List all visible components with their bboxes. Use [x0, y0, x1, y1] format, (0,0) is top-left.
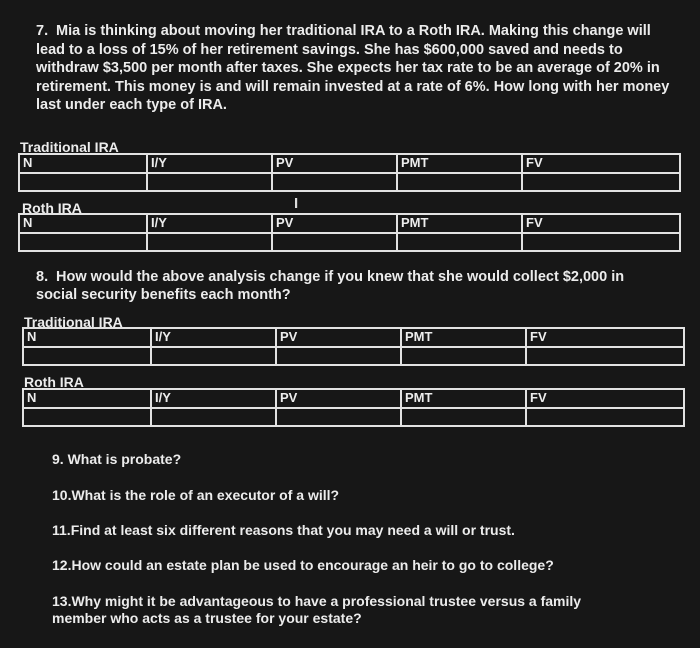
value-cell-fv[interactable]	[522, 233, 680, 251]
header-iy: I/Y	[147, 214, 272, 233]
value-cell-pmt[interactable]	[401, 408, 526, 426]
header-pv: PV	[272, 214, 397, 233]
header-pmt: PMT	[397, 154, 522, 173]
question-12-text: How could an estate plan be used to encourage an heir to go to college?	[71, 557, 554, 573]
header-n: N	[23, 389, 151, 408]
q7-traditional-ira-label: Traditional IRA	[20, 139, 119, 155]
value-cell-pmt[interactable]	[397, 233, 522, 251]
q8-roth-ira-label: Roth IRA	[24, 374, 84, 390]
question-11-text: Find at least six different reasons that you may need a will or trust.	[70, 522, 515, 538]
header-fv: FV	[526, 389, 684, 408]
question-7-number: 7.	[36, 23, 49, 39]
header-iy: I/Y	[147, 154, 272, 173]
value-cell-iy[interactable]	[147, 173, 272, 191]
question-11	[52, 522, 662, 539]
value-cell-pmt[interactable]	[401, 347, 526, 365]
question-7	[36, 22, 676, 115]
header-fv: FV	[526, 328, 684, 347]
question-13-text: Why might it be advantageous to have a professional trustee versus a family member who acts as a trustee for your estate?	[52, 593, 582, 626]
question-10-number: 10.	[52, 487, 72, 503]
value-cell-n[interactable]	[23, 408, 151, 426]
question-9-text: What is probate?	[67, 451, 182, 467]
header-n: N	[23, 328, 151, 347]
value-cell-n[interactable]	[19, 233, 147, 251]
q7-roth-ira-table	[18, 213, 681, 252]
q8-traditional-ira-table	[22, 327, 685, 366]
question-12-number: 12.	[52, 557, 72, 573]
header-pmt: PMT	[397, 214, 522, 233]
value-cell-iy[interactable]	[147, 233, 272, 251]
q8-roth-ira-table	[22, 388, 685, 427]
value-cell-iy[interactable]	[151, 408, 276, 426]
value-cell-n[interactable]	[19, 173, 147, 191]
q7-traditional-ira-table	[18, 153, 681, 192]
header-pv: PV	[272, 154, 397, 173]
header-pv: PV	[276, 389, 401, 408]
question-8-number: 8.	[36, 269, 49, 285]
header-iy: I/Y	[151, 389, 276, 408]
q7-roth-ira-label: Roth IRA	[22, 200, 82, 216]
question-12	[52, 557, 672, 574]
header-iy: I/Y	[151, 328, 276, 347]
value-cell-pv[interactable]	[276, 408, 401, 426]
text-cursor-icon: I	[294, 195, 299, 212]
question-10-text: What is the role of an executor of a will?	[71, 487, 340, 503]
value-cell-pv[interactable]	[272, 233, 397, 251]
value-cell-fv[interactable]	[526, 408, 684, 426]
header-pmt: PMT	[401, 389, 526, 408]
question-11-number: 11.	[52, 522, 71, 538]
header-n: N	[19, 214, 147, 233]
question-9-number: 9.	[52, 451, 64, 467]
question-8-text: How would the above analysis change if you knew that she would collect $2,000 in social security benefits each month?	[36, 269, 625, 303]
question-10	[52, 487, 652, 504]
question-13	[52, 593, 632, 627]
question-7-text: Mia is thinking about moving her traditional IRA to a Roth IRA. Making this change will lead to a loss of 15% of her retirement savings. She has $600,000 saved and needs to withdraw $3,500 per month after taxes. She expects her tax rate to be an average of 20% in retirement. This money is and will remain invested at a rate of 6%. How long with her money last under each type of IRA.	[36, 23, 670, 114]
value-cell-pmt[interactable]	[397, 173, 522, 191]
header-pv: PV	[276, 328, 401, 347]
header-pmt: PMT	[401, 328, 526, 347]
value-cell-fv[interactable]	[522, 173, 680, 191]
value-cell-iy[interactable]	[151, 347, 276, 365]
question-8	[36, 268, 666, 304]
question-9	[52, 451, 652, 468]
value-cell-n[interactable]	[23, 347, 151, 365]
q8-traditional-ira-label: Traditional IRA	[24, 314, 123, 330]
header-fv: FV	[522, 214, 680, 233]
header-n: N	[19, 154, 147, 173]
value-cell-pv[interactable]	[276, 347, 401, 365]
header-fv: FV	[522, 154, 680, 173]
question-13-number: 13.	[52, 593, 72, 609]
value-cell-pv[interactable]	[272, 173, 397, 191]
value-cell-fv[interactable]	[526, 347, 684, 365]
